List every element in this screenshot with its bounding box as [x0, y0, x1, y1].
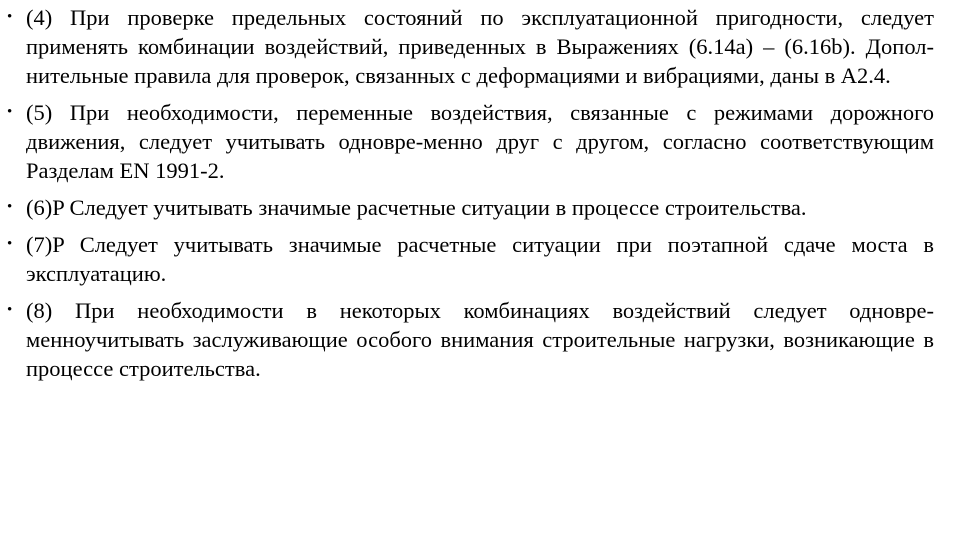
list-item-text: (4) При проверке предельных состояний по эксплуатационной пригодности, следует применять комбинации воздействий, приведенных в Выражениях (6.14а) – (6.16b). Допол-нительные правила для проверок, связанных с деформациями и вибрациями, даны в А2.4.: [26, 5, 934, 88]
bullet-icon: •: [7, 302, 13, 318]
list-item: [4, 296, 934, 383]
list-item-text: (8) При необходимости в некоторых комбинациях воздействий следует одновре-менноучитывать заслуживающие особого внимания строительные нагрузки, возникающие в процессе строительства.: [26, 298, 934, 381]
bullet-icon: •: [7, 236, 13, 252]
list-item: [4, 193, 934, 222]
list-item: [4, 3, 934, 90]
bullet-icon: •: [7, 9, 13, 25]
list-item: [4, 230, 934, 288]
list-item-text: (5) При необходимости, переменные воздействия, связанные с режимами дорожного движения, следует учитывать одновре-менно друг с другом, согласно соответствующим Разделам EN 1991-2.: [26, 100, 934, 183]
list-item-text: (7)P Следует учитывать значимые расчетные ситуации при поэтапной сдаче моста в эксплуатацию.: [26, 232, 934, 286]
list-item: [4, 98, 934, 185]
bullet-list: [4, 3, 934, 391]
bullet-icon: •: [7, 104, 13, 120]
list-item-text: (6)P Следует учитывать значимые расчетные ситуации в процессе строительства.: [26, 195, 807, 220]
bullet-icon: •: [7, 199, 13, 215]
